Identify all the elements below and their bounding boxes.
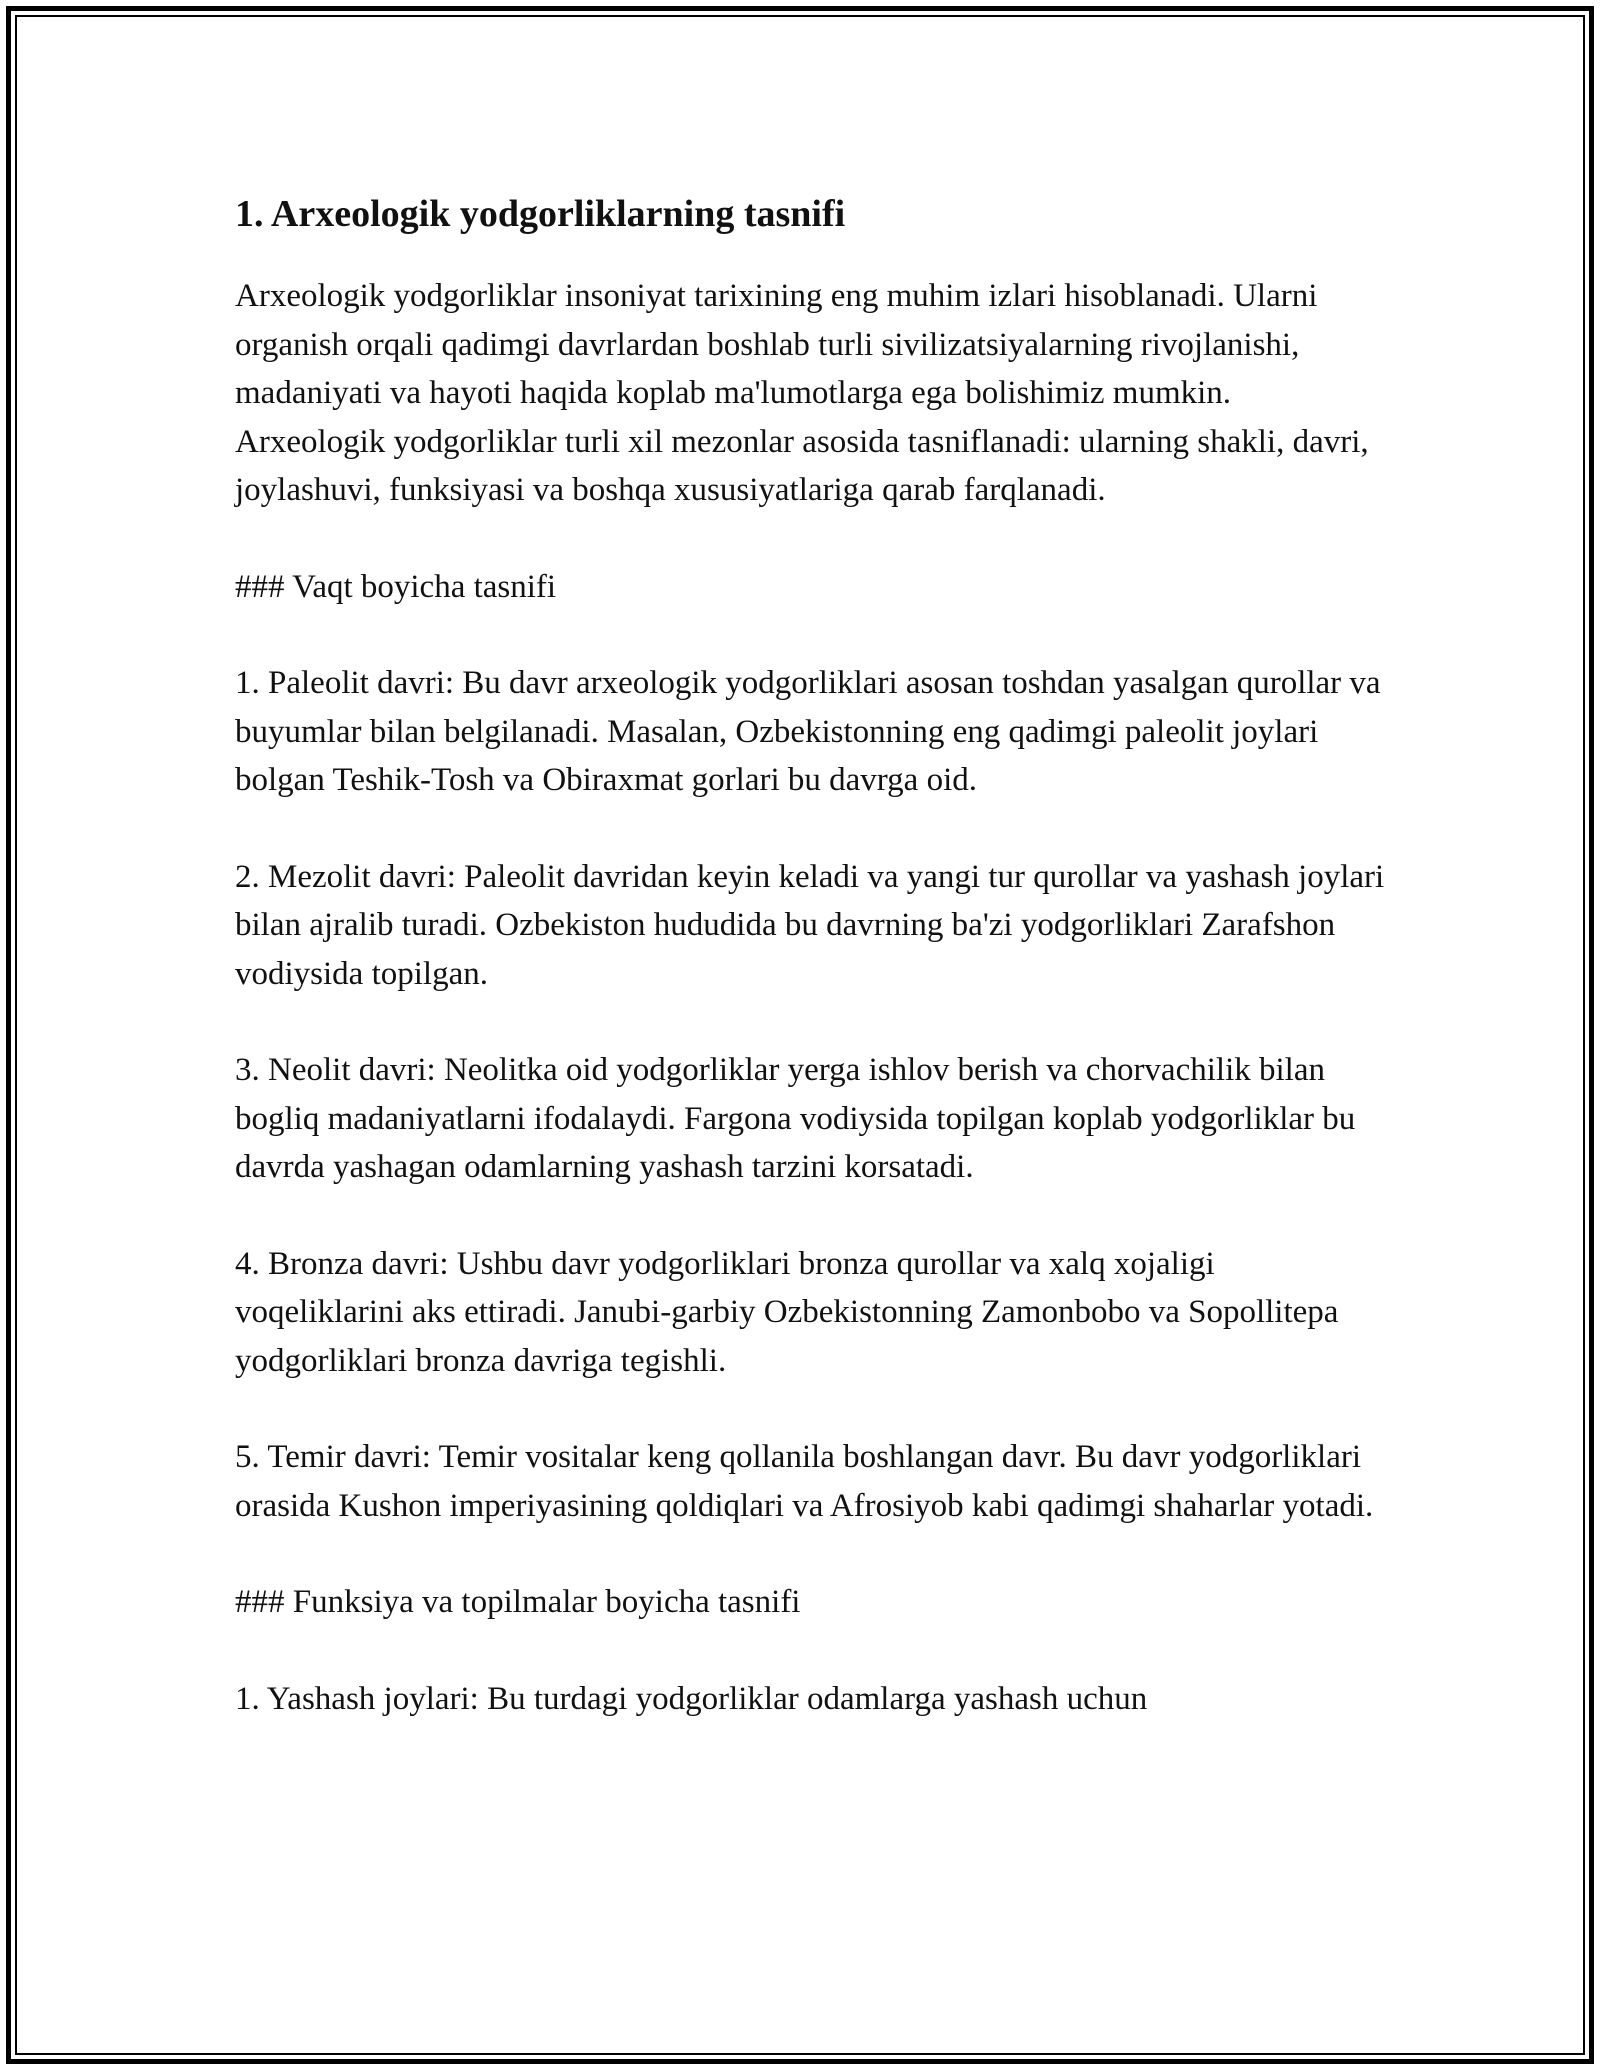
list-item-yashash-joylari: 1. Yashash joylari: Bu turdagi yodgorliklar odamlarga yashash uchun	[235, 1680, 1148, 1717]
list-item-paleolit: 1. Paleolit davri: Bu davr arxeologik yodgorliklari asosan toshdan yasalgan qurollar va buyumlar bilan belgilanadi. Masalan, Ozbekistonning eng qadimgi paleolit joylari bolgan Teshik-Tosh va Obiraxmat gorlari bu davrga oid.	[235, 665, 1381, 798]
list-item-bronza: 4. Bronza davri: Ushbu davr yodgorliklari bronza qurollar va xalq xojaligi voqeliklarini aks ettiradi. Janubi-garbiy Ozbekistonning Zamonbobo va Sopollitepa yodgorliklari bronza davriga tegishli.	[235, 1245, 1339, 1379]
section-heading-function: ### Funksiya va topilmalar boyicha tasnifi	[235, 1584, 801, 1620]
section-heading-time: ### Vaqt boyicha tasnifi	[235, 568, 557, 605]
document-title: 1. Arxeologik yodgorliklarning tasnifi	[235, 193, 846, 235]
list-item-temir: 5. Temir davri: Temir vositalar keng qollanila boshlangan davr. Bu davr yodgorliklari orasida Kushon imperiyasining qoldiqlari va Afrosiyob kabi qadimgi shaharlar yotadi.	[235, 1439, 1374, 1524]
document-body	[235, 188, 1385, 1723]
intro-paragraph: Arxeologik yodgorliklar insoniyat tarixining eng muhim izlari hisoblanadi. Ularni organish orqali qadimgi davrlardan boshlab turli sivilizatsiyalarning rivojlanishi, madaniyati va hayoti haqida koplab ma'lumotlarga ega bolishimiz mumkin. Arxeologik yodgorliklar turli xil mezonlar asosida tasniflanadi: ularning shakli, davri, joylashuvi, funksiyasi va boshqa xususiyatlariga qarab farqlanadi.	[235, 278, 1369, 508]
list-item-neolit: 3. Neolit davri: Neolitka oid yodgorliklar yerga ishlov berish va chorvachilik bilan bogliq madaniyatlarni ifodalaydi. Fargona vodiysida topilgan koplab yodgorliklar bu davrda yashagan odamlarning yashash tarzini korsatadi.	[235, 1052, 1356, 1185]
list-item-mezolit: 2. Mezolit davri: Paleolit davridan keyin keladi va yangi tur qurollar va yashash joylari bilan ajralib turadi. Ozbekiston hududida bu davrning ba'zi yodgorliklari Zarafshon vodiysida topilgan.	[235, 858, 1385, 992]
